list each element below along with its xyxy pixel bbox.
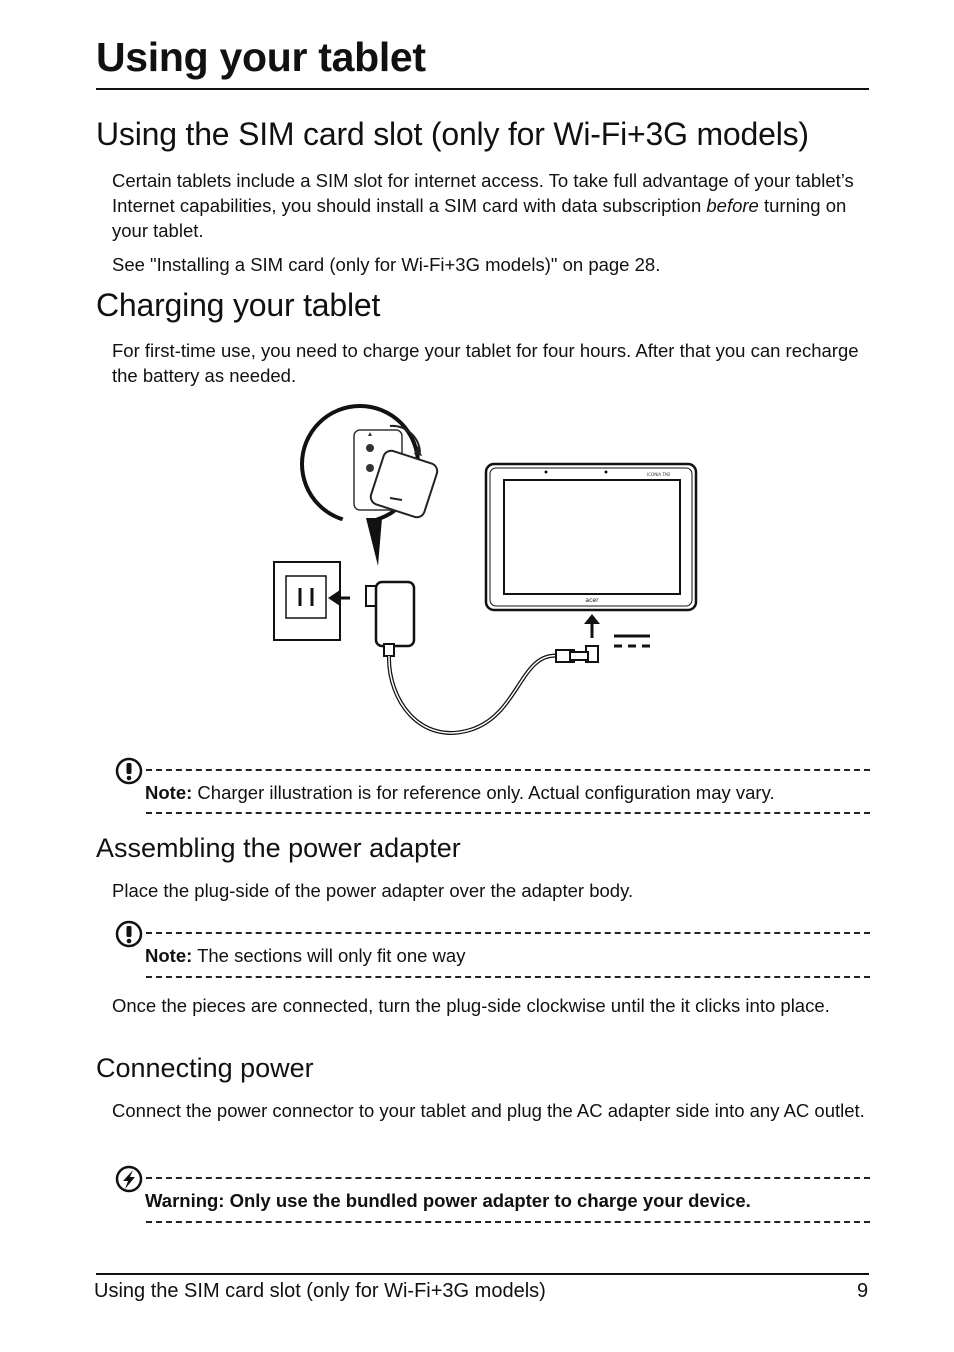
assembling-paragraph-2: Once the pieces are connected, turn the plug-side clockwise until the it clicks into place. bbox=[112, 995, 830, 1016]
title-rule bbox=[96, 88, 869, 90]
exclamation-circle-icon bbox=[114, 756, 144, 786]
tablet-device bbox=[486, 464, 696, 638]
warning-divider-top bbox=[146, 1177, 870, 1179]
sim-heading: Using the SIM card slot (only for Wi-Fi+3G models) bbox=[96, 116, 809, 152]
assembling-heading: Assembling the power adapter bbox=[96, 833, 461, 863]
exclamation-circle-icon bbox=[114, 919, 144, 949]
charging-heading: Charging your tablet bbox=[96, 287, 381, 323]
note-divider-bottom bbox=[146, 812, 870, 814]
warning-text: Warning: Only use the bundled power adapter to charge your device. bbox=[145, 1190, 751, 1211]
charger-note: Note: Charger illustration is for reference only. Actual configuration may vary. bbox=[145, 782, 775, 803]
sim-reference[interactable]: See "Installing a SIM card (only for Wi-Fi+3G models)" on page 28. bbox=[112, 254, 661, 275]
charger-illustration bbox=[270, 400, 710, 740]
connecting-paragraph: Connect the power connector to your tablet and plug the AC adapter side into any AC outlet. bbox=[112, 1100, 865, 1121]
footer-section-title: Using the SIM card slot (only for Wi-Fi+3G models) bbox=[94, 1280, 546, 1302]
assembling-note: Note: The sections will only fit one way bbox=[145, 945, 466, 966]
dc-symbol bbox=[614, 636, 650, 646]
sim-paragraph: Certain tablets include a SIM slot for internet access. To take full advantage of your tablet’s Internet capabilities, you should install a SIM card with data subscription before turning on your tablet. bbox=[112, 170, 854, 241]
wall-outlet bbox=[274, 562, 350, 640]
svg-text:ICONIA TAB: ICONIA TAB bbox=[647, 472, 670, 477]
footer-rule bbox=[96, 1273, 869, 1275]
warning-divider-bottom bbox=[146, 1221, 870, 1223]
assembling-paragraph: Place the plug-side of the power adapter over the adapter body. bbox=[112, 880, 634, 901]
tablet-brand-logo: acer bbox=[585, 597, 599, 604]
note-divider-bottom bbox=[146, 976, 870, 978]
page-number: 9 bbox=[857, 1280, 869, 1302]
adapter-callout bbox=[302, 406, 439, 566]
note-divider-top bbox=[146, 769, 870, 771]
note-divider-top bbox=[146, 932, 870, 934]
connecting-heading: Connecting power bbox=[96, 1053, 314, 1083]
page-title: Using your tablet bbox=[96, 34, 426, 80]
charging-paragraph: For first-time use, you need to charge your tablet for four hours. After that you can recharge the battery as needed. bbox=[112, 340, 859, 386]
lightning-circle-icon bbox=[114, 1164, 144, 1194]
